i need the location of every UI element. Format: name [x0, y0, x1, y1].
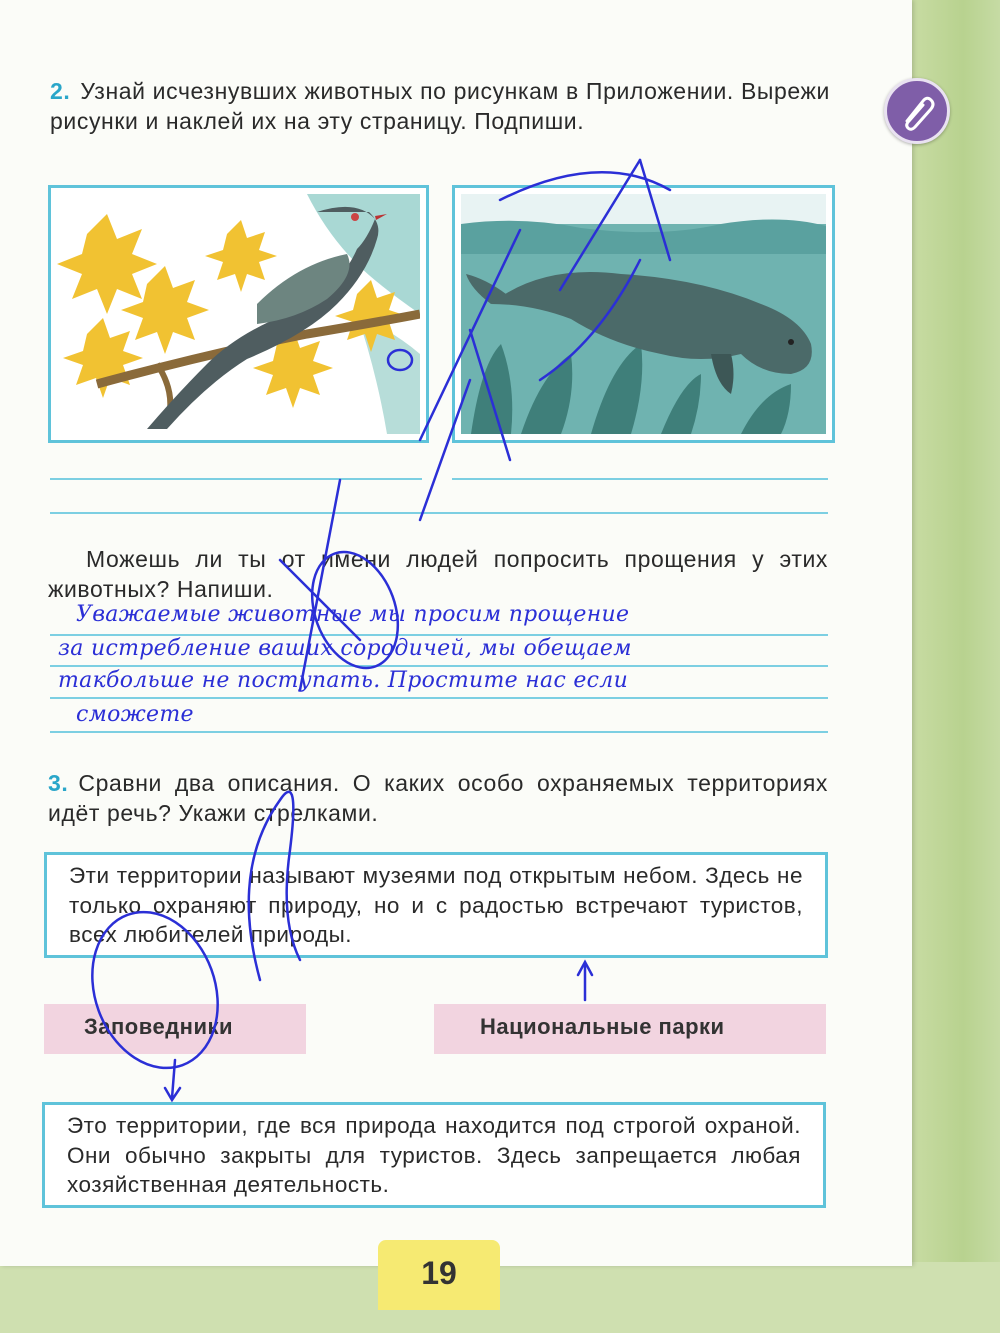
handwritten-answer-line-2: за истребление ваших сородичей, мы обещаем — [58, 636, 632, 661]
paperclip-icon — [884, 78, 950, 144]
pigeon-illustration — [57, 194, 420, 434]
answer-line — [50, 731, 828, 733]
description-box-bottom: Это территории, где вся природа находится под строгой охраной. Они обычно закрыты для туристов. Здесь запрещается любая хозяйственная деятельность. — [42, 1102, 826, 1208]
label-national-parks: Национальные парки — [434, 1004, 826, 1054]
task3-number: 3. — [48, 770, 69, 796]
picture-frame-pigeon — [48, 185, 429, 443]
handwritten-answer-line-4: сможете — [76, 702, 194, 727]
bottom-margin — [0, 1262, 1000, 1333]
caption-line-left — [50, 478, 422, 480]
page-number: 19 — [378, 1240, 500, 1310]
label-zapovedniki: Заповедники — [44, 1004, 306, 1054]
task3-instruction: Сравни два описания. О каких особо охраняемых территориях идёт речь? Укажи стрелками. — [48, 770, 828, 826]
handwritten-answer-line-3: такбольше не поступать. Простите нас если — [58, 668, 629, 693]
task2-instruction: Узнай исчезнувших животных по рисункам в Приложении. Вырежи рисунки и наклей их на эту страницу. Подпиши. — [50, 78, 830, 134]
picture-frame-sea-cow — [452, 185, 835, 443]
task2-text — [50, 76, 830, 136]
task3-text — [48, 768, 828, 828]
description-box-top: Эти территории называют музеями под открытым небом. Здесь не только охраняют природу, но и с радостью встречают туристов, всех любителей природы. — [44, 852, 828, 958]
caption-line-right — [452, 478, 828, 480]
sea-cow-illustration — [461, 194, 826, 434]
handwritten-answer-line-1: Уважаемые животные мы просим прощение — [76, 602, 630, 627]
answer-line — [50, 697, 828, 699]
task2-question: Можешь ли ты от имени людей попросить прощения у этих животных? Напиши. — [48, 546, 828, 602]
answer-line — [50, 665, 828, 667]
right-margin-strip — [908, 0, 1000, 1333]
task2-number: 2. — [50, 78, 71, 104]
caption-line-full — [50, 512, 828, 514]
